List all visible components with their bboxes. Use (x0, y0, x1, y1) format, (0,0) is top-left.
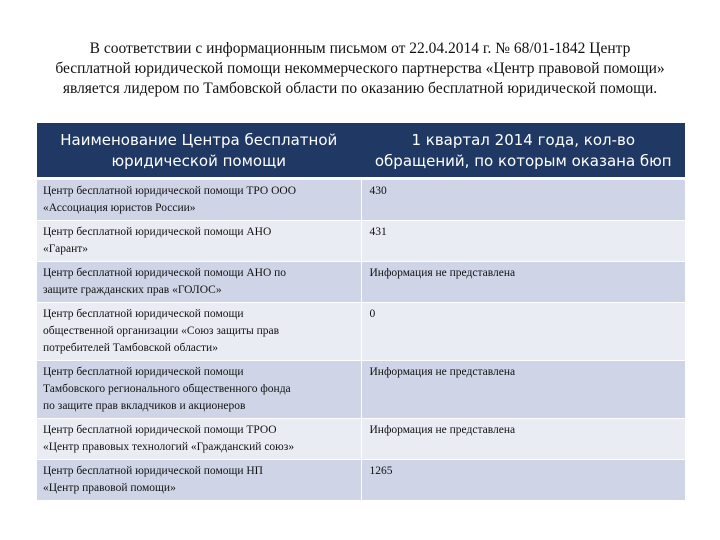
center-name-cell: Центр бесплатной юридической помощи АНО по защите гражданских прав «ГОЛОС» (37, 262, 361, 303)
center-name-cell: Центр бесплатной юридической помощи АНО «Гарант» (37, 221, 361, 262)
legal-aid-centers-table (37, 123, 685, 501)
table-row (37, 179, 685, 221)
request-count-cell: Информация не представлена (361, 361, 685, 419)
request-count-cell: Информация не представлена (361, 419, 685, 460)
intro-line: В соответствии с информационным письмом от 22.04.2014 г. № 68/01-1842 Центр (89, 40, 631, 57)
table-row (37, 303, 685, 361)
request-count-cell: 430 (361, 179, 685, 221)
table-row (37, 361, 685, 419)
center-name-cell: Центр бесплатной юридической помощи ТРОО «Центр правовых технологий «Гражданский союз» (37, 419, 361, 460)
center-name-cell: Центр бесплатной юридической помощи общественной организации «Союз защиты прав потребителей Тамбовской области» (37, 303, 361, 361)
request-count-cell: 431 (361, 221, 685, 262)
request-count-cell: 1265 (361, 460, 685, 501)
table-row (37, 419, 685, 460)
table-row (37, 221, 685, 262)
center-name-cell: Центр бесплатной юридической помощи Тамбовского регионального общественного фонда по защите прав вкладчиков и акционеров (37, 361, 361, 419)
intro-paragraph (28, 39, 692, 99)
request-count-cell: Информация не представлена (361, 262, 685, 303)
header-center-name: Наименование Центра бесплатной юридической помощи (37, 123, 361, 179)
table-header-row (37, 123, 685, 179)
center-name-cell: Центр бесплатной юридической помощи НП «Центр правовой помощи» (37, 460, 361, 501)
header-q1-requests: 1 квартал 2014 года, кол-во обращений, по которым оказана бюп (361, 123, 685, 179)
table-row (37, 460, 685, 501)
intro-line: является лидером по Тамбовской области по оказанию бесплатной юридической помощи. (62, 80, 658, 97)
table-row (37, 262, 685, 303)
request-count-cell: 0 (361, 303, 685, 361)
intro-line: бесплатной юридической помощи некоммерческого партнерства «Центр правовой помощи» (55, 60, 665, 77)
center-name-cell: Центр бесплатной юридической помощи ТРО ООО «Ассоциация юристов России» (37, 179, 361, 221)
